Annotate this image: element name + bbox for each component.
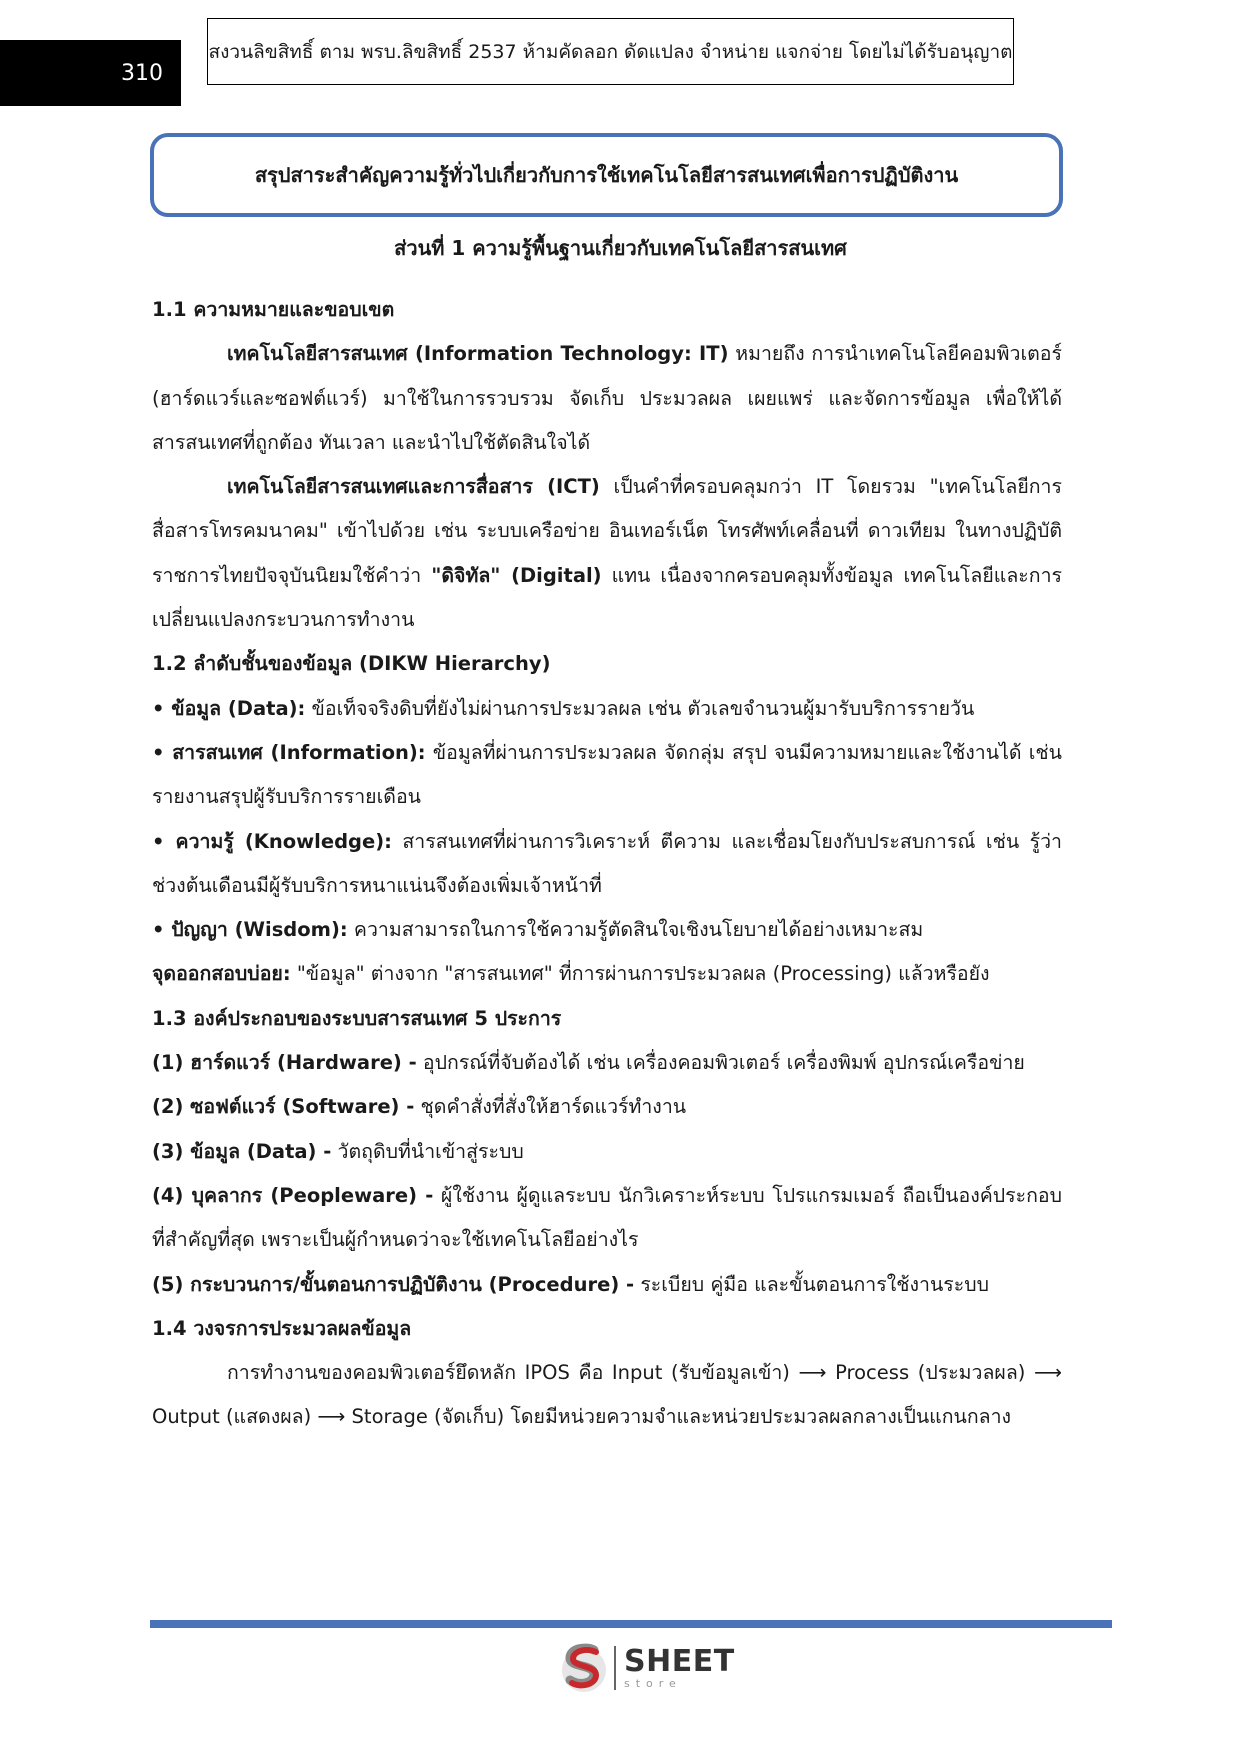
- heading-1-3: 1.3 องค์ประกอบของระบบสารสนเทศ 5 ประการ: [152, 1006, 562, 1030]
- ipos-text: (รับข้อมูลเข้า) ⟶: [662, 1361, 836, 1385]
- list-item: [152, 687, 1062, 731]
- document-title-box: [150, 133, 1063, 217]
- ipos-text: (แสดงผล) ⟶: [219, 1405, 352, 1429]
- dikw-term: • ปัญญา (Wisdom):: [152, 918, 348, 942]
- paragraph-ict-definition: [152, 465, 1062, 642]
- component-text: ชุดคำสั่งที่สั่งให้ฮาร์ดแวร์ทำงาน: [414, 1095, 687, 1119]
- exam-note-label: จุดออกสอบบ่อย:: [152, 962, 291, 986]
- copyright-text: สงวนลิขสิทธิ์ ตาม พรบ.ลิขสิทธิ์ 2537 ห้ามคัดลอก ดัดแปลง จำหน่าย แจกจ่าย โดยไม่ได้รับอนุญาต: [208, 40, 1013, 63]
- heading-1-4: 1.4 วงจรการประมวลผลข้อมูล: [152, 1316, 412, 1340]
- sheet-store-logo: [558, 1640, 735, 1696]
- dikw-term: • ความรู้ (Knowledge):: [152, 829, 392, 853]
- component-term: (5) กระบวนการ/ขั้นตอนการปฏิบัติงาน (Procedure) -: [152, 1272, 635, 1296]
- copyright-notice: [207, 18, 1014, 85]
- logo-wordmark: [624, 1644, 735, 1690]
- dikw-text: สารสนเทศที่ผ่านการวิเคราะห์ ตีความ และเชื่อมโยงกับประสบการณ์ เช่น รู้ว่าช่วงต้นเดือนมีผู้รับบริการหนาแน่นจึงต้องเพิ่มเจ้าหน้าที่: [152, 829, 1062, 897]
- text-ict-b: แทน เนื่องจากครอบคลุมทั้งข้อมูล เทคโนโลยีและการเปลี่ยนแปลงกระบวนการทำงาน: [152, 563, 1062, 632]
- dikw-text: ข้อมูลที่ผ่านการประมวลผล จัดกลุ่ม สรุป จนมีความหมายและใช้งานได้ เช่น รายงานสรุปผู้รับบริการรายเดือน: [152, 740, 1062, 809]
- ipos-keyword: Storage: [351, 1405, 428, 1429]
- list-item: [152, 820, 1062, 909]
- component-term: (2) ซอฟต์แวร์ (Software) -: [152, 1095, 415, 1119]
- sheet-store-logo-icon: [558, 1640, 610, 1696]
- logo-main-text: SHEET: [624, 1644, 735, 1679]
- paragraph-ipos: [152, 1351, 1062, 1440]
- term-ict: เทคโนโลยีสารสนเทศและการสื่อสาร (ICT): [227, 475, 600, 499]
- list-item: [152, 1130, 1062, 1174]
- list-item: [152, 731, 1062, 820]
- component-text: วัตถุดิบที่นำเข้าสู่ระบบ: [331, 1139, 524, 1163]
- ipos-keyword: Process: [835, 1361, 910, 1385]
- main-content: [152, 288, 1062, 1440]
- list-item: [152, 1041, 1062, 1085]
- exam-note: [152, 952, 1062, 996]
- ipos-text: คือ: [569, 1361, 612, 1385]
- term-digital: "ดิจิทัล" (Digital): [431, 563, 602, 587]
- text-it: หมายถึง การนำเทคโนโลยีคอมพิวเตอร์ (ฮาร์ดแวร์และซอฟต์แวร์) มาใช้ในการรวบรวม จัดเก็บ ประมวลผล เผยแพร่ และจัดการข้อมูล เพื่อให้ได้สารสนเทศที่ถูกต้อง ทันเวลา และนำไปใช้ตัดสินใจได้: [152, 342, 1062, 454]
- component-text: ผู้ใช้งาน ผู้ดูแลระบบ นักวิเคราะห์ระบบ โปรแกรมเมอร์ ถือเป็นองค์ประกอบที่สำคัญที่สุด เพราะเป็นผู้กำหนดว่าจะใช้เทคโนโลยีอย่างไร: [152, 1183, 1062, 1252]
- component-term: (3) ข้อมูล (Data) -: [152, 1139, 332, 1163]
- footer-rule: [150, 1620, 1112, 1628]
- list-item: [152, 1174, 1062, 1263]
- logo-sub-text: store: [624, 1677, 682, 1690]
- list-item: [152, 1263, 1062, 1307]
- term-it: เทคโนโลยีสารสนเทศ (Information Technology: IT): [227, 342, 729, 366]
- exam-note-text: "ข้อมูล" ต่างจาก "สารสนเทศ" ที่การผ่านการประมวลผล (Processing) แล้วหรือยัง: [290, 962, 990, 986]
- list-item: [152, 1085, 1062, 1129]
- page-number: [0, 40, 181, 106]
- component-text: ระเบียบ คู่มือ และขั้นตอนการใช้งานระบบ: [634, 1272, 989, 1296]
- ipos-text: (จัดเก็บ) โดยมีหน่วยความจำและหน่วยประมวลผลกลางเป็นแกนกลาง: [427, 1405, 1012, 1429]
- page-number-text: 310: [121, 60, 163, 86]
- text-ict-a: เป็นคำที่ครอบคลุมกว่า IT โดยรวม "เทคโนโลยีการสื่อสารโทรคมนาคม" เข้าไปด้วย เช่น ระบบเครือข่าย อินเทอร์เน็ต โทรศัพท์เคลื่อนที่ ดาวเทียม ในทางปฏิบัติราชการไทยปัจจุบันนิยมใช้คำว่า: [152, 475, 1062, 587]
- dikw-text: ความสามารถในการใช้ความรู้ตัดสินใจเชิงนโยบายได้อย่างเหมาะสม: [347, 918, 924, 942]
- logo-divider: [614, 1646, 616, 1690]
- ipos-text: การทำงานของคอมพิวเตอร์ยึดหลัก: [227, 1361, 525, 1385]
- paragraph-it-definition: [152, 332, 1062, 465]
- section-heading: ส่วนที่ 1 ความรู้พื้นฐานเกี่ยวกับเทคโนโลยีสารสนเทศ: [394, 236, 847, 260]
- ipos-keyword: Input: [611, 1361, 663, 1385]
- component-term: (4) บุคลากร (Peopleware) -: [152, 1183, 434, 1207]
- list-item: [152, 908, 1062, 952]
- component-term: (1) ฮาร์ดแวร์ (Hardware) -: [152, 1051, 417, 1075]
- ipos-keyword: Output: [152, 1405, 220, 1429]
- dikw-term: • ข้อมูล (Data):: [152, 696, 306, 720]
- component-text: อุปกรณ์ที่จับต้องได้ เช่น เครื่องคอมพิวเตอร์ เครื่องพิมพ์ อุปกรณ์เครือข่าย: [416, 1051, 1025, 1075]
- heading-1-1: 1.1 ความหมายและขอบเขต: [152, 298, 395, 321]
- document-title: สรุปสาระสำคัญความรู้ทั่วไปเกี่ยวกับการใช้เทคโนโลยีสารสนเทศเพื่อการปฏิบัติงาน: [254, 163, 959, 187]
- dikw-text: ข้อเท็จจริงดิบที่ยังไม่ผ่านการประมวลผล เช่น ตัวเลขจำนวนผู้มารับบริการรายวัน: [305, 696, 975, 720]
- ipos-keyword: IPOS: [524, 1361, 570, 1385]
- dikw-term: • สารสนเทศ (Information):: [152, 740, 426, 764]
- heading-1-2: 1.2 ลำดับชั้นของข้อมูล (DIKW Hierarchy): [152, 652, 551, 676]
- ipos-text: (ประมวลผล) ⟶: [909, 1361, 1062, 1385]
